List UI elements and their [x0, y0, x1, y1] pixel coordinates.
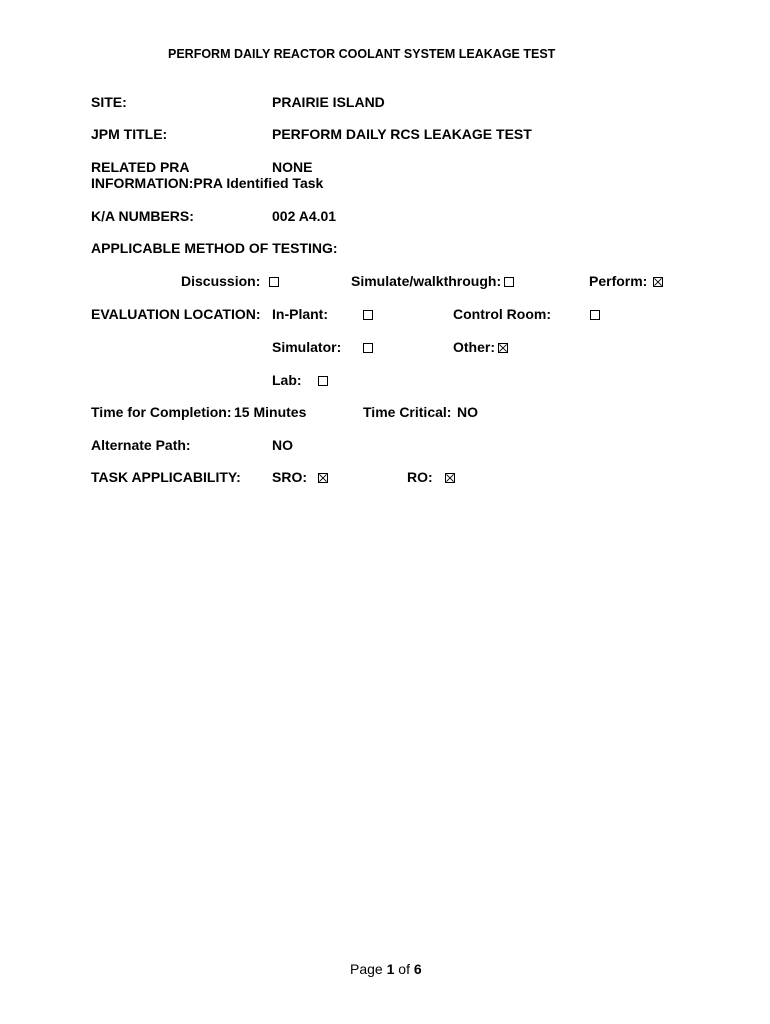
applicable-method-label: APPLICABLE METHOD OF TESTING:: [91, 240, 338, 256]
page-of: of: [398, 961, 410, 977]
page-word: Page: [350, 961, 383, 977]
page-current: 1: [386, 961, 395, 977]
discussion-label: Discussion:: [181, 273, 261, 289]
related-pra-label: RELATED PRA: [91, 159, 190, 175]
task-applicability-label: TASK APPLICABILITY:: [91, 469, 241, 485]
site-label: SITE:: [91, 94, 127, 110]
time-critical-value: NO: [457, 404, 478, 420]
in-plant-label: In-Plant:: [272, 306, 328, 322]
in-plant-checkbox[interactable]: [363, 310, 373, 320]
time-for-completion-label: Time for Completion:: [91, 404, 232, 420]
lab-label: Lab:: [272, 372, 302, 388]
other-checkbox[interactable]: [498, 343, 508, 353]
simulate-walkthrough-label: Simulate/walkthrough:: [351, 273, 502, 289]
discussion-checkbox[interactable]: [269, 277, 279, 287]
ro-label: RO:: [407, 469, 433, 485]
ro-checkbox[interactable]: [445, 473, 455, 483]
alternate-path-value: NO: [272, 437, 293, 453]
sro-label: SRO:: [272, 469, 307, 485]
site-value: PRAIRIE ISLAND: [272, 94, 385, 110]
simulate-walkthrough-checkbox[interactable]: [504, 277, 514, 287]
page-total: 6: [413, 961, 422, 977]
ka-numbers-label: K/A NUMBERS:: [91, 208, 194, 224]
document-title: PERFORM DAILY REACTOR COOLANT SYSTEM LEAKAGE TEST: [168, 47, 556, 61]
control-room-label: Control Room:: [453, 306, 551, 322]
ka-numbers-value: 002 A4.01: [272, 208, 337, 224]
perform-label: Perform:: [589, 273, 648, 289]
page-number: [350, 961, 422, 977]
time-critical-label: Time Critical:: [363, 404, 452, 420]
jpm-title-label: JPM TITLE:: [91, 126, 168, 142]
other-label: Other:: [453, 339, 495, 355]
alternate-path-label: Alternate Path:: [91, 437, 191, 453]
lab-checkbox[interactable]: [318, 376, 328, 386]
related-pra-value: NONE: [272, 159, 313, 175]
simulator-label: Simulator:: [272, 339, 342, 355]
sro-checkbox[interactable]: [318, 473, 328, 483]
time-for-completion-value: 15 Minutes: [234, 404, 307, 420]
simulator-checkbox[interactable]: [363, 343, 373, 353]
evaluation-location-label: EVALUATION LOCATION:: [91, 306, 261, 322]
control-room-checkbox[interactable]: [590, 310, 600, 320]
jpm-title-value: PERFORM DAILY RCS LEAKAGE TEST: [272, 126, 532, 142]
perform-checkbox[interactable]: [653, 277, 663, 287]
related-pra-information: INFORMATION:PRA Identified Task: [91, 175, 324, 191]
